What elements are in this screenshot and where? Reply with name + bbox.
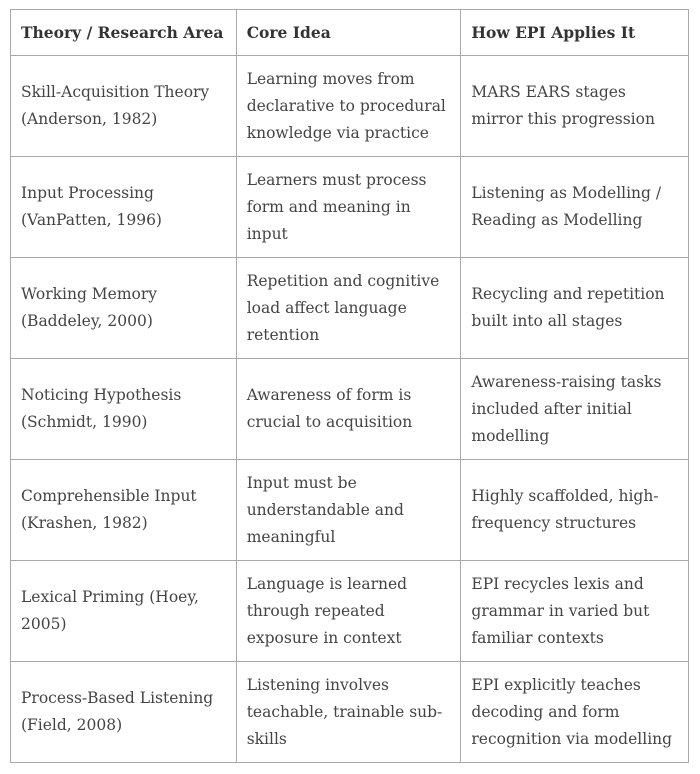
cell-theory: Process-Based Listening (Field, 2008): [11, 662, 237, 763]
cell-core-idea: Learning moves from declarative to procedural knowledge via practice: [236, 56, 461, 157]
cell-epi-application: MARS EARS stages mirror this progression: [461, 56, 689, 157]
cell-core-idea: Input must be understandable and meaningful: [236, 460, 461, 561]
header-row: [11, 10, 689, 56]
cell-theory: Skill-Acquisition Theory (Anderson, 1982): [11, 56, 237, 157]
cell-theory: Input Processing (VanPatten, 1996): [11, 157, 237, 258]
cell-epi-application: Recycling and repetition built into all stages: [461, 258, 689, 359]
cell-epi-application: Awareness-raising tasks included after initial modelling: [461, 359, 689, 460]
cell-core-idea: Language is learned through repeated exposure in context: [236, 561, 461, 662]
theory-table: [10, 9, 689, 763]
cell-theory: Noticing Hypothesis (Schmidt, 1990): [11, 359, 237, 460]
cell-core-idea: Repetition and cognitive load affect language retention: [236, 258, 461, 359]
cell-core-idea: Awareness of form is crucial to acquisition: [236, 359, 461, 460]
cell-core-idea: Learners must process form and meaning in input: [236, 157, 461, 258]
cell-epi-application: Highly scaffolded, high-frequency structures: [461, 460, 689, 561]
table-row: [11, 258, 689, 359]
table-row: [11, 56, 689, 157]
cell-epi-application: EPI recycles lexis and grammar in varied but familiar contexts: [461, 561, 689, 662]
table-row: [11, 157, 689, 258]
cell-epi-application: Listening as Modelling / Reading as Modelling: [461, 157, 689, 258]
cell-epi-application: EPI explicitly teaches decoding and form recognition via modelling: [461, 662, 689, 763]
table-row: [11, 359, 689, 460]
cell-theory: Working Memory (Baddeley, 2000): [11, 258, 237, 359]
table-row: [11, 460, 689, 561]
header-epi-application: How EPI Applies It: [461, 10, 689, 56]
cell-theory: Comprehensible Input (Krashen, 1982): [11, 460, 237, 561]
table-row: [11, 561, 689, 662]
table-row: [11, 662, 689, 763]
header-core-idea: Core Idea: [236, 10, 461, 56]
cell-theory: Lexical Priming (Hoey, 2005): [11, 561, 237, 662]
header-theory: Theory / Research Area: [11, 10, 237, 56]
cell-core-idea: Listening involves teachable, trainable sub-skills: [236, 662, 461, 763]
